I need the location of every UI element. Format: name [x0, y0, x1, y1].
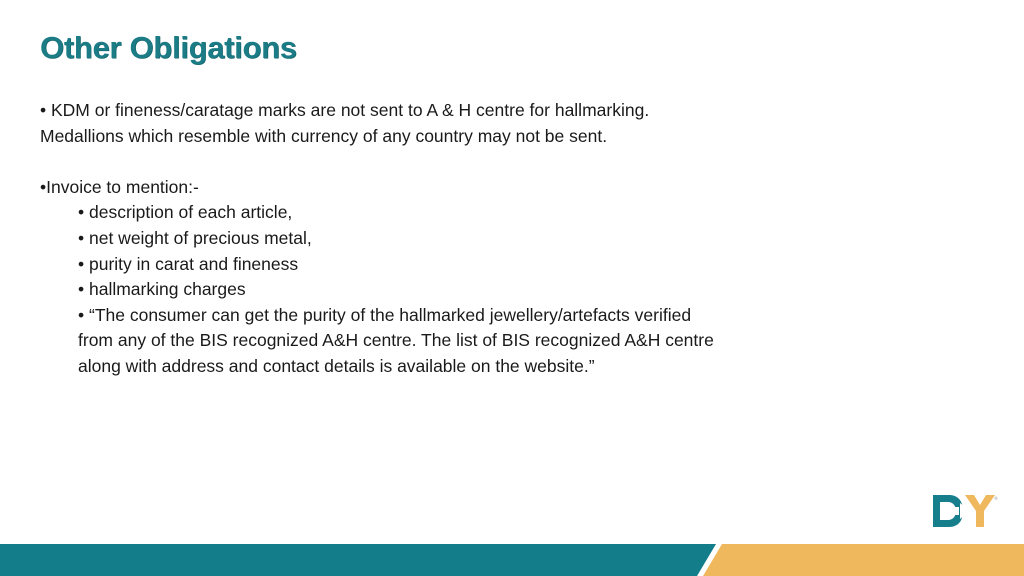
- invoice-heading: •Invoice to mention:-: [40, 176, 199, 197]
- invoice-item: • net weight of precious metal,: [78, 227, 312, 248]
- invoice-item: • hallmarking charges: [78, 279, 246, 300]
- kdm-paragraph-line-1: • KDM or fineness/caratage marks are not sent to A & H centre for hallmarking.: [40, 100, 650, 120]
- slide-body: [40, 98, 820, 380]
- brand-logo-icon: [932, 494, 998, 528]
- consumer-note-line-3: along with address and contact details is available on the website.”: [78, 355, 595, 376]
- footer-band: [0, 544, 1024, 576]
- kdm-paragraph-line-2: Medallions which resemble with currency of any country may not be sent.: [40, 125, 608, 146]
- footer-teal-band: [0, 544, 716, 576]
- invoice-item: • purity in carat and fineness: [78, 253, 299, 274]
- page-title: Other Obligations: [40, 30, 297, 65]
- footer-gold-band: [703, 544, 1024, 576]
- consumer-note-line-1: • “The consumer can get the purity of the hallmarked jewellery/artefacts verified: [78, 304, 692, 325]
- svg-text:®: ®: [994, 496, 998, 501]
- invoice-item: • description of each article,: [78, 202, 293, 223]
- consumer-note-line-2: from any of the BIS recognized A&H centre. The list of BIS recognized A&H centre: [78, 330, 714, 351]
- paragraph-spacer: [40, 149, 820, 175]
